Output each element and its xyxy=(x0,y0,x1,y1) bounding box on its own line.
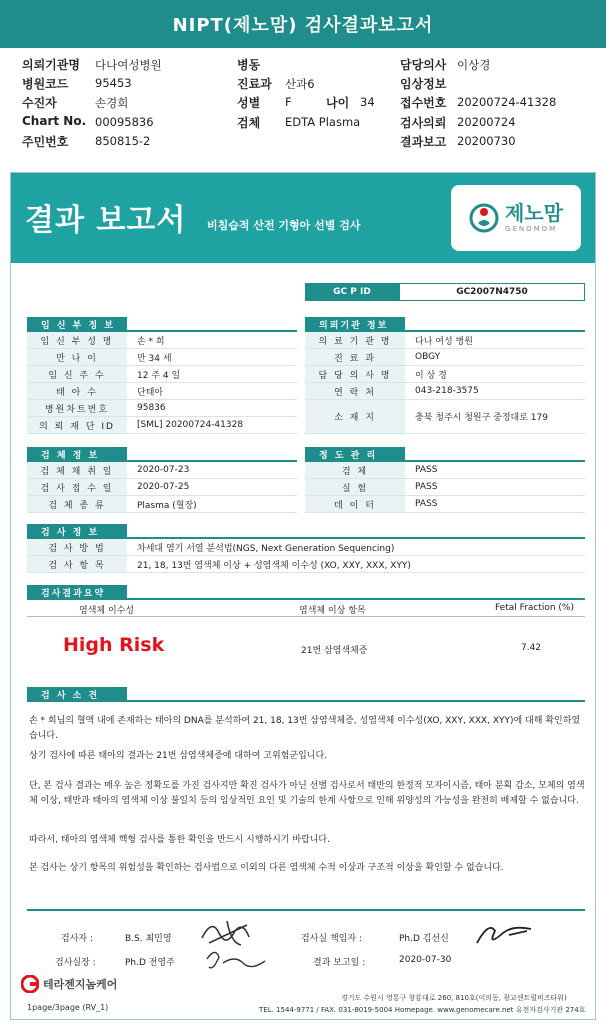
specimen-label: 검체 xyxy=(237,116,261,130)
test-section-title: 검 사 정 보 xyxy=(27,524,127,538)
company-name: 테라젠지놈케어 xyxy=(43,978,118,991)
logo-text: 제노맘 xyxy=(505,201,563,225)
tester-value: B.S. 최민영 xyxy=(125,934,172,944)
logo-subtext: GENOMOM xyxy=(505,225,558,233)
row-value: 2020-07-25 xyxy=(137,482,190,492)
age-value: 34 xyxy=(360,95,375,109)
sex-label: 성별 xyxy=(237,96,261,110)
code-value: 95453 xyxy=(95,76,132,90)
row-label: 소 재 지 xyxy=(305,400,405,433)
row-value: 이 상 경 xyxy=(415,370,447,381)
row-label: 태 아 수 xyxy=(27,383,127,399)
genomom-logo xyxy=(451,185,581,251)
row-label: 실 험 xyxy=(305,479,405,495)
specimen-value: EDTA Plasma xyxy=(285,115,361,129)
table-row xyxy=(305,349,585,366)
row-value: 충북 청주시 청원구 중정대로 179 xyxy=(415,413,548,423)
clinical-label: 임상정보 xyxy=(400,77,447,91)
summary-header-item: 염색체 이상 항목 xyxy=(299,606,366,616)
row-label: 담 당 의 사 명 xyxy=(305,366,405,382)
table-row xyxy=(27,479,297,496)
accession-label: 접수번호 xyxy=(400,96,447,110)
responsible-label: 검사실 책임자 : xyxy=(301,934,362,944)
row-label: 임 신 주 수 xyxy=(27,366,127,382)
page-title: NIPT(제노맘) 검사결과보고서 xyxy=(0,0,606,48)
id-label: 주민번호 xyxy=(22,135,69,149)
hospital-value: 다나여성병원 xyxy=(95,58,162,72)
footer-contact: TEL. 1544-9771 / FAX. 031-8019-5004 Homepage. www.genomecare.net 유전자검사기관 274호 xyxy=(259,1006,586,1014)
chart-value: 00095836 xyxy=(95,115,154,129)
age-label: 나이 xyxy=(326,96,350,110)
table-row xyxy=(27,400,297,417)
request-value: 20200724 xyxy=(457,115,516,129)
row-value: 손 * 희 xyxy=(137,336,165,347)
summary-header-aneuploidy: 염색체 이수성 xyxy=(79,606,135,616)
gcp-id-label: GC P ID xyxy=(305,283,399,301)
tester-label: 검사자 : xyxy=(61,934,93,944)
row-value: PASS xyxy=(415,482,438,492)
pregnant-section-title: 임 신 부 정 보 xyxy=(27,317,127,331)
table-row xyxy=(27,417,297,434)
table-row xyxy=(305,383,585,400)
row-value: Plasma (혈장) xyxy=(137,500,197,511)
table-row xyxy=(305,462,585,479)
row-value: 21, 18, 13번 염색체 이상 + 성염색체 이수성 (XO, XXY, XXX, XYY) xyxy=(137,560,411,571)
row-value: PASS xyxy=(415,465,438,475)
chief-label: 검사실장 : xyxy=(55,958,96,968)
responsible-value: Ph.D 김선신 xyxy=(399,934,449,944)
row-label: 검 사 방 법 xyxy=(27,539,127,555)
row-label: 임 신 부 성 명 xyxy=(27,332,127,348)
finding-paragraph: 손 * 희님의 혈액 내에 존재하는 태아의 DNA를 분석하여 21, 18, 13번 삼염색체증, 성염색체 이수성(XO, XXY, XXX, XYY)에 대해 확인하였습니다. xyxy=(29,716,581,741)
table-row xyxy=(27,349,297,366)
row-value: OBGY xyxy=(415,352,441,362)
row-label: 병원차트번호 xyxy=(27,400,127,416)
footer-address: 경기도 수원시 영통구 창룡대로 260, 810호(이의동, 광교센트럴비즈타워) xyxy=(341,994,567,1002)
table-row xyxy=(27,462,297,479)
row-value: 12 주 4 일 xyxy=(137,370,181,381)
hospital-label: 의뢰기관명 xyxy=(22,58,80,72)
genomom-logo-icon xyxy=(469,201,499,235)
row-value: 만 34 세 xyxy=(137,353,172,364)
summary-header-ff: Fetal Fraction (%) xyxy=(495,603,574,613)
row-label: 진 료 과 xyxy=(305,349,405,365)
summary-section-title: 검사결과요약 xyxy=(27,585,127,599)
row-value: 다나 여성 병원 xyxy=(415,336,473,347)
id-value: 850815-2 xyxy=(95,134,151,148)
receiver-label: 수진자 xyxy=(22,96,57,110)
finding-paragraph: 상기 검사에 따른 태아의 결과는 21번 삼염색체증에 대하여 고위험군입니다. xyxy=(29,751,328,761)
report-sheet xyxy=(10,172,596,1020)
summary-section-line xyxy=(27,598,585,600)
findings-section-line xyxy=(27,700,585,702)
row-value: 차세대 염기 서열 분석법(NGS, Next Generation Sequencing) xyxy=(137,543,395,554)
table-row xyxy=(27,496,297,513)
report-header xyxy=(11,173,595,263)
finding-paragraph: 단, 본 검사 결과는 매우 높은 정확도를 가진 검사지만 확진 검사가 아닌 선별 검사로서 태반의 한정적 모자이시즘, 태아 분획 감소, 모체의 염색체 이상, 태반과 태아의 염색체 이상 불일치 등의 임상적인 요인 및 기술의 한계 사항으로 인해 위양성의 가능성을 완전히 배제할 수 없습니다. xyxy=(29,781,585,806)
row-label: 데 이 터 xyxy=(305,496,405,512)
institution-section-title: 의뢰기관 정보 xyxy=(305,317,405,331)
row-label: 연 락 처 xyxy=(305,383,405,399)
finding-paragraph: 본 검사는 상기 항목의 위험성을 확인하는 검사법으로 이외의 다른 염색체 수적 이상과 구조적 이상을 확인할 수 없습니다. xyxy=(29,863,504,873)
findings-section-title: 검 사 소 견 xyxy=(27,687,127,701)
table-row xyxy=(305,400,585,434)
summary-divider xyxy=(27,616,585,617)
code-label: 병원코드 xyxy=(22,77,69,91)
report-date-label: 결과보고 xyxy=(400,135,447,149)
ward-label: 병동 xyxy=(237,58,261,72)
accession-value: 20200724-41328 xyxy=(457,95,557,109)
qc-section-title: 정 도 관 리 xyxy=(305,447,405,461)
row-label: 만 나 이 xyxy=(27,349,127,365)
specimen-section-title: 검 체 정 보 xyxy=(27,447,127,461)
row-value: [SML] 20200724-41328 xyxy=(137,420,244,430)
company-logo-icon xyxy=(21,975,39,993)
summary-item-value: 21번 삼염색체증 xyxy=(301,646,368,656)
doctor-value: 이상경 xyxy=(457,58,491,72)
row-value: 단태아 xyxy=(137,387,164,398)
table-row xyxy=(27,539,585,556)
request-label: 검사의뢰 xyxy=(400,116,447,130)
report-title: 결과 보고서 xyxy=(25,203,187,238)
company-logo xyxy=(21,975,117,993)
table-row xyxy=(27,556,585,573)
chief-value: Ph.D 전영주 xyxy=(125,958,175,968)
report-date-sign-label: 결과 보고일 : xyxy=(313,958,366,968)
receiver-value: 손경희 xyxy=(95,96,129,110)
row-label: 검 사 항 목 xyxy=(27,556,127,572)
table-row xyxy=(305,366,585,383)
row-label: 검 사 접 수 일 xyxy=(27,479,127,495)
report-date-sign-value: 2020-07-30 xyxy=(399,955,452,965)
table-row xyxy=(305,496,585,513)
row-label: 검 체 채 취 일 xyxy=(27,462,127,478)
page-number: 1page/3page (RV_1) xyxy=(27,1003,109,1012)
row-value: PASS xyxy=(415,499,438,509)
risk-result: High Risk xyxy=(63,634,165,656)
patient-header xyxy=(0,52,606,152)
gcp-id-value: GC2007N4750 xyxy=(399,283,585,301)
dept-value: 산과6 xyxy=(285,77,315,91)
responsible-signature xyxy=(469,913,539,951)
dept-label: 진료과 xyxy=(237,77,272,91)
finding-paragraph: 따라서, 태아의 염색체 핵형 검사를 통한 확인을 반드시 시행하시기 바랍니다. xyxy=(29,835,330,845)
table-row xyxy=(305,332,585,349)
row-value: 043-218-3575 xyxy=(415,386,479,396)
report-date-value: 20200730 xyxy=(457,134,516,148)
row-label: 검 체 xyxy=(305,462,405,478)
fetal-fraction-value: 7.42 xyxy=(521,643,542,653)
doctor-label: 담당의사 xyxy=(400,58,447,72)
report-subtitle: 비침습적 산전 기형아 선별 검사 xyxy=(207,219,361,232)
table-row xyxy=(305,479,585,496)
signature-divider xyxy=(27,909,585,911)
chief-signature xyxy=(201,945,271,973)
chart-label: Chart No. xyxy=(22,114,87,128)
row-label: 검 체 종 류 xyxy=(27,496,127,512)
table-row xyxy=(27,332,297,349)
row-label: 의 뢰 재 단 ID xyxy=(27,417,127,433)
row-value: 95836 xyxy=(137,403,166,413)
table-row xyxy=(27,366,297,383)
table-row xyxy=(27,383,297,400)
row-label: 의 료 기 관 명 xyxy=(305,332,405,348)
row-value: 2020-07-23 xyxy=(137,465,190,475)
sex-value: F xyxy=(285,95,292,109)
